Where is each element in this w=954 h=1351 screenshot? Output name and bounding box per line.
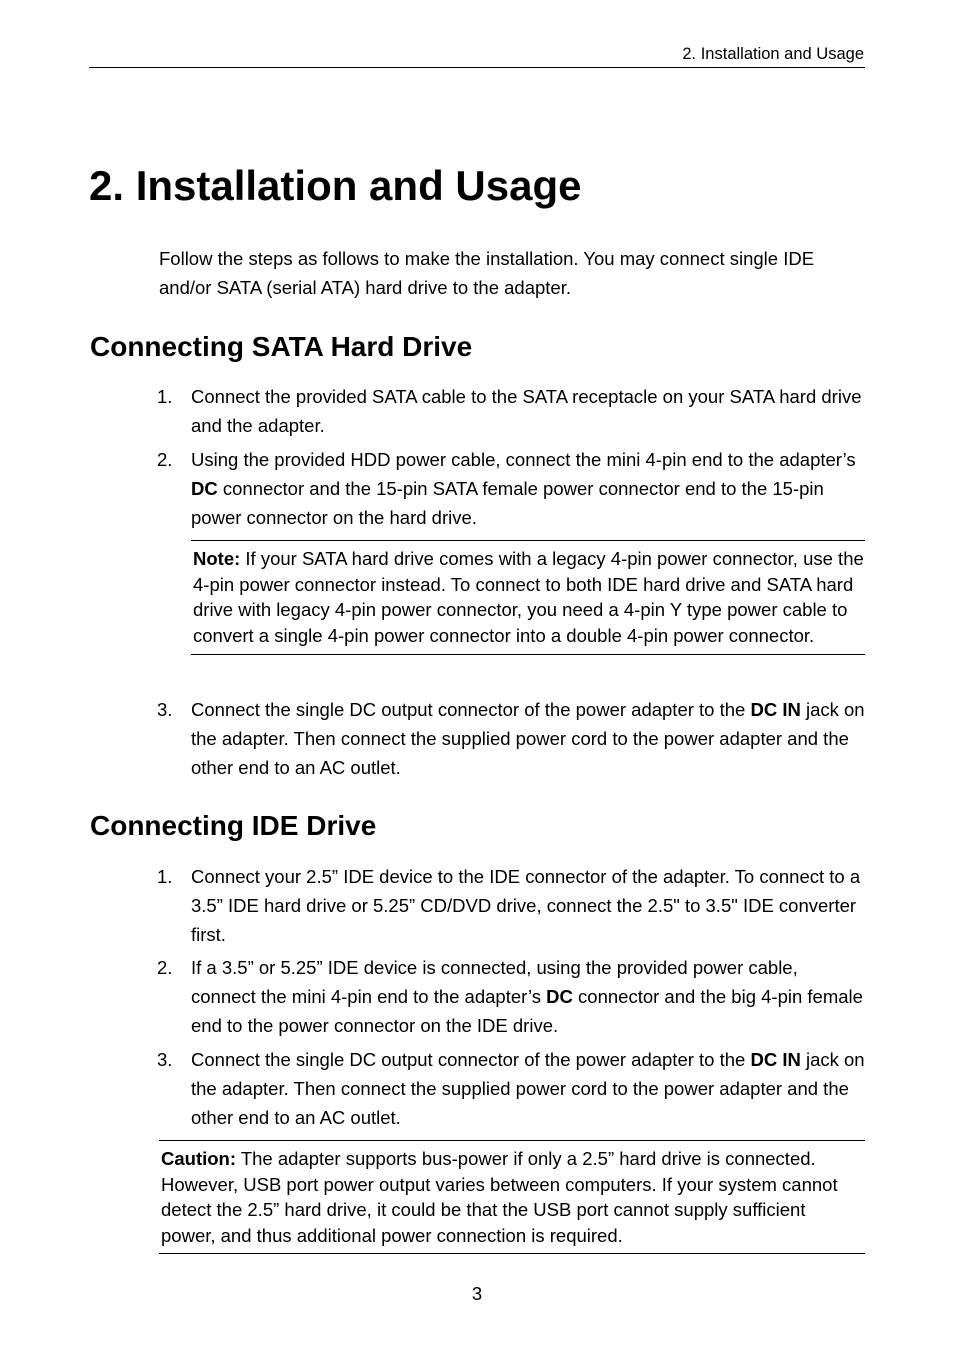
caution-box	[159, 1140, 865, 1254]
step-text: Connect the provided SATA cable to the SATA receptacle on your SATA hard drive and the adapter.	[191, 386, 862, 436]
header-rule	[89, 67, 865, 68]
step-number: 2.	[157, 449, 173, 470]
ide-section-heading: Connecting IDE Drive	[90, 810, 377, 841]
sata-section-heading: Connecting SATA Hard Drive	[90, 331, 473, 362]
step-text: Connect your 2.5” IDE device to the IDE connector of the adapter. To connect to a 3.5” IDE hard drive or 5.25” CD/DVD drive, connect the 2.5" to 3.5" IDE converter first.	[191, 866, 861, 945]
step-text: If a 3.5” or 5.25” IDE device is connected, using the provided power cable, connect the mini 4-pin end to the adapter’s DC connector and the big 4-pin female end to the power connector on the IDE drive.	[191, 957, 863, 1036]
step-text: Using the provided HDD power cable, connect the mini 4-pin end to the adapter’s DC connector and the 15-pin SATA female power connector end to the 15-pin power connector on the hard drive.	[191, 449, 856, 528]
dc-in-label: DC IN	[750, 699, 801, 720]
chapter-title: 2. Installation and Usage	[89, 162, 582, 209]
note-label: Note:	[193, 548, 241, 569]
dc-connector-label: DC	[191, 478, 218, 499]
page-number: 3	[471, 1283, 483, 1304]
caution-text: The adapter supports bus-power if only a 2.5” hard drive is connected. However, USB port power output varies between computers. If your system cannot detect the 2.5” hard drive, it could be that the USB port cannot supply sufficient power, and thus additional power connection is required.	[161, 1148, 838, 1247]
note-box	[191, 540, 865, 655]
running-header-title: 2. Installation and Usage	[682, 45, 864, 63]
step-number: 3.	[157, 699, 173, 720]
step-number: 2.	[157, 957, 173, 978]
step-text: Connect the single DC output connector of the power adapter to the DC IN jack on the adapter. Then connect the supplied power cord to the power adapter and the other end to an AC outlet.	[191, 1049, 865, 1128]
caution-label: Caution:	[161, 1148, 237, 1169]
dc-in-label: DC IN	[750, 1049, 801, 1070]
dc-connector-label: DC	[546, 986, 573, 1007]
step-number: 3.	[157, 1049, 173, 1070]
step-number: 1.	[157, 386, 173, 407]
intro-paragraph: Follow the steps as follows to make the installation. You may connect single IDE and/or SATA (serial ATA) hard drive to the adapter.	[159, 248, 815, 298]
note-text: If your SATA hard drive comes with a legacy 4-pin power connector, use the 4-pin power connector instead. To connect to both IDE hard drive and SATA hard drive with legacy 4-pin power connector, you need a 4-pin Y type power cable to convert a single 4-pin power connector into a double 4-pin power connector.	[193, 548, 864, 647]
step-text: Connect the single DC output connector of the power adapter to the DC IN jack on the adapter. Then connect the supplied power cord to the power adapter and the other end to an AC outlet.	[191, 699, 865, 778]
step-number: 1.	[157, 866, 173, 887]
